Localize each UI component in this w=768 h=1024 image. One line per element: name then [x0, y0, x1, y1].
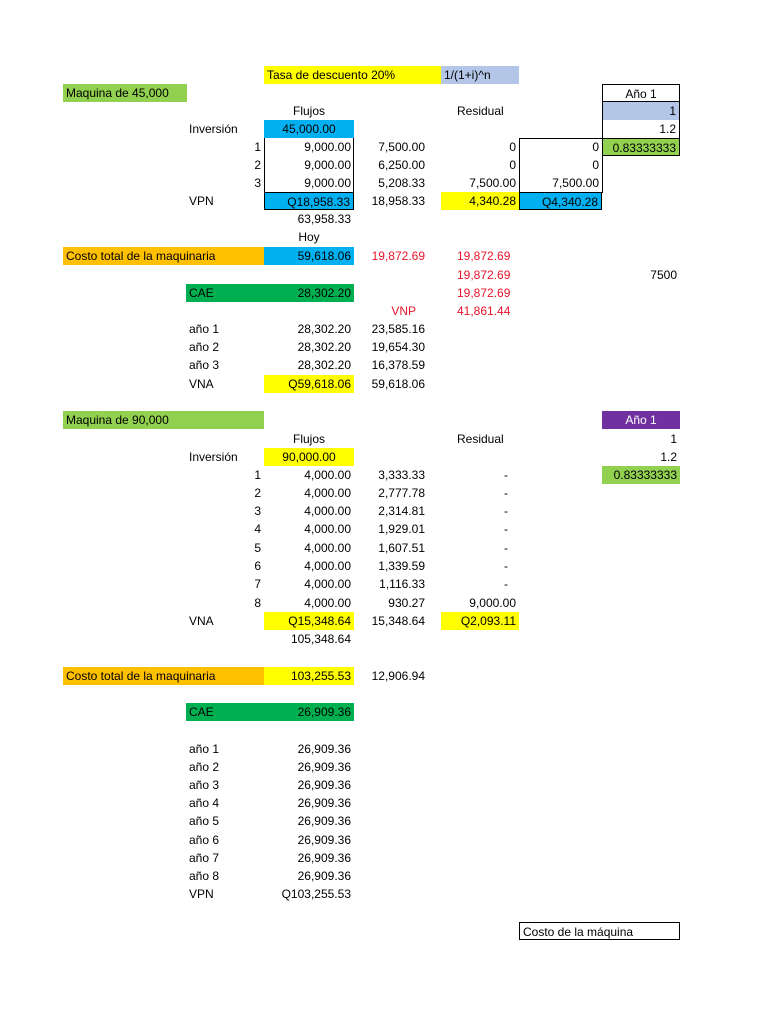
year-cae-90-1[interactable]: 26,909.36: [297, 742, 351, 756]
factor-1-90[interactable]: 1: [670, 432, 677, 446]
factor-3[interactable]: 0.83333333: [602, 138, 680, 156]
year-label-90-5: año 5: [189, 814, 220, 828]
year1-header[interactable]: Año 1: [602, 84, 680, 102]
vnp-value[interactable]: 41,861.44: [457, 304, 511, 318]
year-label-90-2: año 2: [189, 760, 220, 774]
residual-vp[interactable]: 4,340.28: [441, 192, 519, 210]
period-90-3: 3: [254, 504, 261, 518]
costo-total-label-90[interactable]: Costo total de la maquinaria: [63, 667, 264, 685]
residual-header: Residual: [457, 104, 504, 118]
flujos-header-90: Flujos: [292, 432, 325, 446]
residual-90-3[interactable]: -: [504, 504, 508, 518]
residual-90-6[interactable]: -: [504, 559, 508, 573]
year-cae-1[interactable]: 28,302.20: [297, 322, 351, 336]
border-line: [519, 138, 520, 193]
year-cae-2[interactable]: 28,302.20: [297, 340, 351, 354]
flujo-90-5[interactable]: 4,000.00: [304, 541, 351, 555]
factor-2[interactable]: 1.2: [602, 120, 680, 138]
vna-label: VNA: [189, 377, 214, 391]
total-value[interactable]: 63,958.33: [297, 212, 351, 226]
cae-label-90[interactable]: CAE: [186, 703, 264, 721]
inversion-value-90[interactable]: 90,000.00: [264, 448, 354, 466]
vp-90-8[interactable]: 930.27: [388, 596, 425, 610]
residual-header-90: Residual: [457, 432, 504, 446]
year-vp-2[interactable]: 19,654.30: [371, 340, 425, 354]
vpn-label: VPN: [189, 194, 214, 208]
vp-90-6[interactable]: 1,339.59: [378, 559, 425, 573]
costo-maquina-cell[interactable]: Costo de la máquina: [519, 922, 680, 940]
vpn-value-90[interactable]: Q103,255.53: [281, 887, 351, 901]
inversion-value[interactable]: 45,000.00: [264, 120, 354, 138]
costo-total-label[interactable]: Costo total de la maquinaria: [63, 247, 264, 265]
residual-90-4[interactable]: -: [504, 522, 508, 536]
residual2-2[interactable]: 0: [592, 158, 599, 172]
flujo-90-2[interactable]: 4,000.00: [304, 486, 351, 500]
year-label-90-1: año 1: [189, 742, 220, 756]
flujo-90-8[interactable]: 4,000.00: [304, 596, 351, 610]
vp-90-7[interactable]: 1,116.33: [379, 577, 425, 591]
year-cae-90-2[interactable]: 26,909.36: [297, 760, 351, 774]
residual-90-5[interactable]: -: [504, 541, 508, 555]
vp-3[interactable]: 5,208.33: [378, 176, 425, 190]
red-value-3[interactable]: 19,872.69: [457, 268, 511, 282]
costo-anual-90[interactable]: 12,906.94: [371, 669, 425, 683]
inversion-label-90: Inversión: [189, 450, 238, 464]
discount-rate-cell[interactable]: Tasa de descuento 20%: [264, 66, 441, 84]
residual-3[interactable]: 7,500.00: [469, 176, 516, 190]
red-value-2[interactable]: 19,872.69: [457, 249, 511, 263]
period-90-4: 4: [254, 522, 261, 536]
vna-value-90[interactable]: Q15,348.64: [264, 612, 354, 630]
year-label-90-4: año 4: [189, 796, 220, 810]
formula-cell[interactable]: 1/(1+i)^n: [441, 66, 519, 84]
total-value-90[interactable]: 105,348.64: [290, 632, 351, 646]
year-label-2: año 2: [189, 340, 220, 354]
residual-90-7[interactable]: -: [504, 577, 508, 591]
machine-90-title[interactable]: Maquina de 90,000: [63, 411, 264, 429]
residual-2[interactable]: 0: [509, 158, 516, 172]
border-line: [519, 138, 603, 139]
year-vp-1[interactable]: 23,585.16: [371, 322, 425, 336]
factor-3-90[interactable]: 0.83333333: [602, 466, 680, 484]
flujo-90-6[interactable]: 4,000.00: [304, 559, 351, 573]
residual-vp-90[interactable]: Q2,093.11: [441, 612, 519, 630]
vna-label-90: VNA: [189, 614, 214, 628]
residual-90-8[interactable]: 9,000.00: [469, 596, 516, 610]
border-line: [353, 138, 354, 193]
vpn-value[interactable]: Q18,958.33: [264, 192, 354, 210]
cae-label[interactable]: CAE: [186, 284, 264, 302]
factor-1[interactable]: 1: [602, 102, 680, 120]
residual-1[interactable]: 0: [509, 140, 516, 154]
period-1: 1: [254, 140, 261, 154]
cae-value-90[interactable]: 26,909.36: [264, 703, 354, 721]
residual2-3[interactable]: 7,500.00: [552, 176, 599, 190]
year-label-3: año 3: [189, 358, 220, 372]
period-90-5: 5: [254, 541, 261, 555]
year-cae-90-7[interactable]: 26,909.36: [297, 851, 351, 865]
red-value-1[interactable]: 19,872.69: [371, 249, 425, 263]
vp-90-5[interactable]: 1,607.51: [378, 541, 425, 555]
year-vp-3[interactable]: 16,378.59: [371, 358, 425, 372]
flujo-90-3[interactable]: 4,000.00: [304, 504, 351, 518]
year-cae-3[interactable]: 28,302.20: [297, 358, 351, 372]
period-90-8: 8: [254, 596, 261, 610]
year1-header-90[interactable]: Año 1: [602, 411, 680, 429]
factor-2-90[interactable]: 1.2: [660, 450, 677, 464]
vna-sum-90[interactable]: 15,348.64: [371, 614, 425, 628]
period-90-2: 2: [254, 486, 261, 500]
year-cae-90-5[interactable]: 26,909.36: [297, 814, 351, 828]
flujo-90-4[interactable]: 4,000.00: [304, 522, 351, 536]
vp-2[interactable]: 6,250.00: [378, 158, 425, 172]
year-cae-90-6[interactable]: 26,909.36: [297, 833, 351, 847]
period-90-6: 6: [254, 559, 261, 573]
period-90-1: 1: [254, 468, 261, 482]
flujos-header: Flujos: [292, 104, 325, 118]
costo-total-value[interactable]: 59,618.06: [264, 247, 354, 265]
costo-total-value-90[interactable]: 103,255.53: [264, 667, 354, 685]
vp-90-4[interactable]: 1,929.01: [378, 522, 425, 536]
flujo-90-1[interactable]: 4,000.00: [304, 468, 351, 482]
period-2: 2: [254, 158, 261, 172]
border-line: [264, 138, 265, 193]
residual2-1[interactable]: 0: [592, 140, 599, 154]
vp-90-1[interactable]: 3,333.33: [378, 468, 425, 482]
vnp-label: VNP: [391, 304, 416, 318]
vpn-label-90: VPN: [189, 887, 214, 901]
vna-value[interactable]: Q59,618.06: [264, 375, 354, 393]
red-value-4[interactable]: 19,872.69: [457, 286, 511, 300]
year-label-90-3: año 3: [189, 778, 220, 792]
year-cae-90-4[interactable]: 26,909.36: [297, 796, 351, 810]
vp-90-3[interactable]: 2,314.81: [378, 504, 425, 518]
flujo-90-7[interactable]: 4,000.00: [304, 577, 351, 591]
residual-90-1[interactable]: -: [504, 468, 508, 482]
vna-sum[interactable]: 59,618.06: [371, 377, 425, 391]
vp-1[interactable]: 7,500.00: [378, 140, 425, 154]
residual-90-2[interactable]: -: [504, 486, 508, 500]
period-3: 3: [254, 176, 261, 190]
year-label-90-8: año 8: [189, 869, 220, 883]
border-line: [602, 156, 603, 193]
inversion-label: Inversión: [189, 122, 238, 136]
value-7500[interactable]: 7500: [650, 268, 677, 282]
year-label-90-7: año 7: [189, 851, 220, 865]
vp-90-2[interactable]: 2,777.78: [378, 486, 425, 500]
flujo-2[interactable]: 9,000.00: [304, 158, 351, 172]
residual-vp2[interactable]: Q4,340.28: [519, 192, 602, 210]
hoy-label: Hoy: [298, 230, 320, 244]
year-label-1: año 1: [189, 322, 220, 336]
flujo-3[interactable]: 9,000.00: [304, 176, 351, 190]
period-90-7: 7: [254, 577, 261, 591]
year-label-90-6: año 6: [189, 833, 220, 847]
year-cae-90-8[interactable]: 26,909.36: [297, 869, 351, 883]
flujo-1[interactable]: 9,000.00: [304, 140, 351, 154]
cae-value[interactable]: 28,302.20: [264, 284, 354, 302]
vpn-sum[interactable]: 18,958.33: [371, 194, 425, 208]
machine-45-title[interactable]: Maquina de 45,000: [63, 84, 187, 102]
year-cae-90-3[interactable]: 26,909.36: [297, 778, 351, 792]
